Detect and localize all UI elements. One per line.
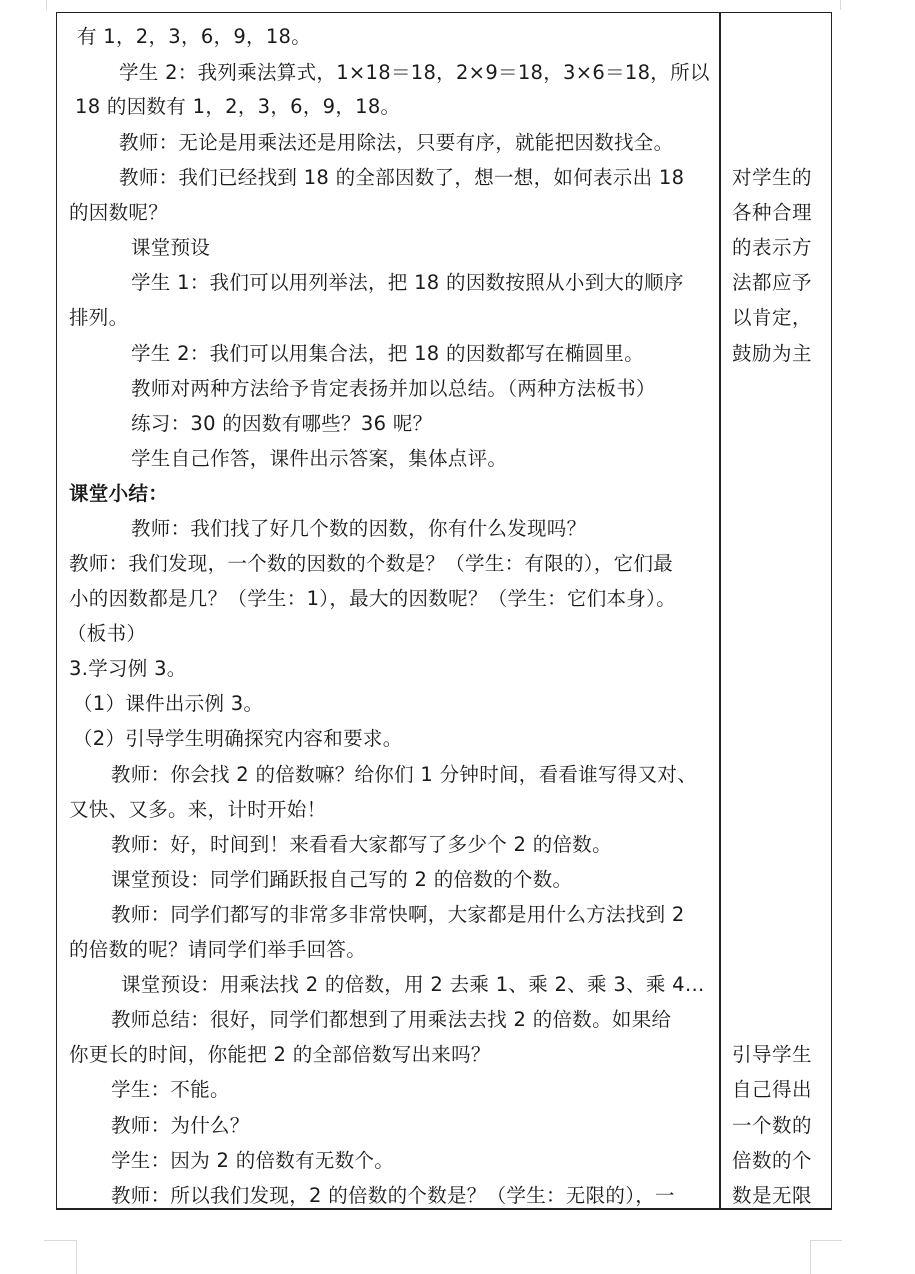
lesson-plan-table	[56, 12, 832, 1210]
text-line: 教师：所以我们发现，2 的倍数的个数是？（学生：无限的），一	[111, 1184, 675, 1207]
text-line: 教师：我们发现，一个数的因数的个数是？（学生：有限的），它们最	[69, 552, 674, 575]
text-line: 练习：30 的因数有哪些？36 呢？	[131, 412, 433, 435]
text-line: 学生自己作答，课件出示答案，集体点评。	[131, 447, 508, 470]
text-line: 教师：你会找 2 的倍数嘛？给你们 1 分钟时间，看看谁写得又对、	[111, 763, 698, 786]
text-line: 学生：因为 2 的倍数有无数个。	[111, 1149, 395, 1172]
page-corner-mark-bottom-right-h	[810, 1240, 842, 1241]
side-note-line: 的表示方	[732, 236, 813, 259]
side-note-line: 引导学生	[732, 1043, 813, 1066]
text-line: 18 的因数有 1，2，3，6，9，18。	[75, 95, 401, 118]
text-line: 课堂预设：用乘法找 2 的倍数，用 2 去乘 1、乘 2、乘 3、乘 4…	[121, 973, 705, 996]
text-line: 课堂预设	[131, 236, 211, 259]
side-note-line: 鼓励为主	[732, 342, 813, 365]
page-corner-mark-bottom-left-v	[76, 1240, 77, 1274]
text-line: 又快、又多。来，计时开始！	[69, 798, 327, 821]
text-line: 教师：我们找了好几个数的因数，你有什么发现吗？	[131, 517, 587, 540]
text-line: 有 1，2，3，6，9，18。	[77, 25, 312, 48]
page-corner-mark-bottom-left-h	[44, 1240, 76, 1241]
side-note-line: 一个数的	[732, 1114, 813, 1137]
page-corner-mark-bottom-right-v	[810, 1240, 811, 1274]
section-heading-class-summary: 课堂小结：	[69, 482, 169, 505]
text-line: 排列。	[69, 306, 129, 329]
text-line: 的因数呢？	[69, 201, 169, 224]
side-note-line: 各种合理	[732, 201, 813, 224]
text-line: 3.学习例 3。	[69, 657, 187, 680]
text-line: （2）引导学生明确探究内容和要求。	[73, 727, 403, 750]
text-line: 教师：无论是用乘法还是用除法，只要有序，就能把因数找全。	[119, 131, 674, 154]
design-intent-cell	[721, 13, 831, 1208]
text-line: 课堂预设：同学们踊跃报自己写的 2 的倍数的个数。	[111, 868, 573, 891]
side-note-line: 数是无限	[732, 1184, 813, 1207]
teaching-process-cell	[57, 13, 719, 1208]
page-corner-mark-top-right	[840, 0, 841, 10]
text-line: 学生：不能。	[111, 1078, 230, 1101]
text-line: 教师总结：很好，同学们都想到了用乘法去找 2 的倍数。如果给	[111, 1008, 672, 1031]
text-line: 教师：同学们都写的非常多非常快啊，大家都是用什么方法找到 2	[111, 903, 685, 926]
side-note-line: 以肯定，	[732, 306, 813, 329]
text-line: 学生 2：我列乘法算式，1×18＝18，2×9＝18，3×6＝18，所以	[119, 61, 710, 84]
text-line: 学生 2：我们可以用集合法，把 18 的因数都写在椭圆里。	[131, 342, 645, 365]
side-note-line: 倍数的个	[732, 1149, 813, 1172]
text-line: 的倍数的呢？请同学们举手回答。	[69, 938, 367, 961]
side-note-line: 对学生的	[732, 166, 813, 189]
text-line: 教师：为什么？	[111, 1114, 250, 1137]
side-note-line: 自己得出	[732, 1078, 813, 1101]
text-line: （板书）	[67, 622, 147, 645]
text-line: 小的因数都是几？（学生：1），最大的因数呢？（学生：它们本身）。	[69, 587, 677, 610]
text-line: 教师：好，时间到！来看看大家都写了多少个 2 的倍数。	[111, 833, 612, 856]
text-line: 教师对两种方法给予肯定表扬并加以总结。（两种方法板书）	[131, 377, 656, 400]
side-note-line: 法都应予	[732, 271, 813, 294]
text-line: 教师：我们已经找到 18 的全部因数了，想一想，如何表示出 18	[119, 166, 685, 189]
text-line: 学生 1：我们可以用列举法，把 18 的因数按照从小到大的顺序	[131, 271, 684, 294]
page-corner-mark-top-left	[46, 0, 47, 10]
text-line: 你更长的时间，你能把 2 的全部倍数写出来吗？	[69, 1043, 491, 1066]
text-line: （1）课件出示例 3。	[73, 692, 264, 715]
